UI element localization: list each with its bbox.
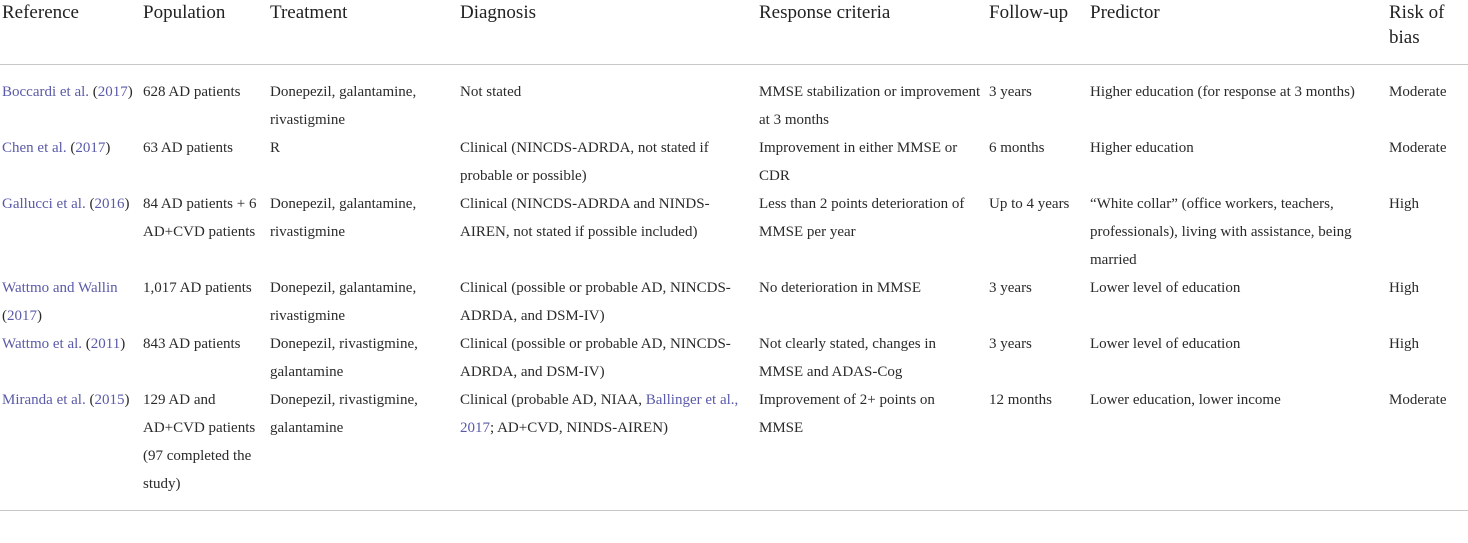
follow-up-cell: 3 years [989, 84, 1032, 100]
table-row [0, 330, 1468, 386]
response-criteria-cell: Improvement in either MMSE or CDR [759, 140, 958, 184]
reference-paren-close: ) [127, 84, 133, 100]
reference-paren-open: ( [66, 140, 76, 156]
reference-cell [0, 190, 139, 274]
reference-paren-close: ) [120, 336, 126, 352]
diagnosis-text-post: ; AD+CVD, NINDS-AIREN) [490, 420, 669, 436]
reference-paren-open: ( [85, 196, 95, 212]
follow-up-cell: Up to 4 years [989, 196, 1070, 212]
col-header-predictor: Predictor [1086, 0, 1385, 65]
table-row [0, 190, 1468, 274]
col-header-population: Population [139, 0, 266, 65]
predictor-cell: Higher education [1090, 140, 1194, 156]
diagnosis-citation-link[interactable]: Ballinger et al., 2017 [460, 392, 739, 436]
reference-year-link[interactable]: 2016 [94, 196, 125, 212]
reference-year-link[interactable]: 2017 [7, 308, 37, 324]
reference-link[interactable]: Wattmo and Wallin [2, 280, 118, 296]
header-row [0, 0, 1468, 65]
table-row [0, 134, 1468, 190]
col-header-risk-of-bias: Risk of bias [1385, 0, 1468, 65]
table-row [0, 65, 1468, 135]
response-criteria-cell: Not clearly stated, changes in MMSE and ADAS-Cog [759, 336, 937, 380]
risk-of-bias-cell: Moderate [1385, 386, 1468, 511]
table-row [0, 386, 1468, 511]
follow-up-cell: 3 years [989, 336, 1032, 352]
treatment-cell: R [270, 140, 281, 156]
diagnosis-cell: Clinical (NINCDS-ADRDA and NINDS-AIREN, not stated if possible included) [460, 196, 710, 240]
col-header-treatment: Treatment [266, 0, 456, 65]
reference-paren-close: ) [37, 308, 42, 324]
predictor-cell: “White collar” (office workers, teachers, professionals), living with assistance, being married [1090, 196, 1352, 268]
diagnosis-text-pre: Clinical (probable AD, NIAA, [460, 392, 646, 408]
reference-paren-open: ( [85, 392, 95, 408]
reference-paren-close: ) [124, 196, 130, 212]
predictor-cell: Higher education (for response at 3 months) [1090, 84, 1355, 100]
diagnosis-cell: Clinical (possible or probable AD, NINCDS-ADRDA, and DSM-IV) [460, 280, 731, 324]
reference-paren-close: ) [105, 140, 111, 156]
reference-link[interactable]: Chen et al. [2, 140, 67, 156]
population-cell: 63 AD patients [143, 140, 233, 156]
reference-paren-open: ( [82, 336, 91, 352]
reference-cell [0, 330, 139, 386]
treatment-cell: Donepezil, rivastigmine, galantamine [266, 386, 456, 511]
risk-of-bias-cell: High [1389, 196, 1419, 212]
response-criteria-cell: MMSE stabilization or improvement at 3 months [759, 84, 981, 128]
reference-cell [0, 65, 139, 135]
treatment-cell: Donepezil, rivastigmine, galantamine [270, 336, 418, 380]
diagnosis-cell: Clinical (NINCDS-ADRDA, not stated if probable or possible) [460, 140, 709, 184]
reference-link[interactable]: Miranda et al. [2, 392, 86, 408]
treatment-cell: Donepezil, galantamine, rivastigmine [270, 280, 417, 324]
col-header-diagnosis: Diagnosis [456, 0, 755, 65]
col-header-reference: Reference [0, 0, 139, 65]
follow-up-cell: 6 months [989, 140, 1045, 156]
population-cell: 843 AD patients [143, 336, 241, 352]
col-header-response-criteria: Response criteria [755, 0, 985, 65]
reference-paren-open: ( [89, 84, 98, 100]
response-criteria-cell: No deterioration in MMSE [759, 280, 922, 296]
reference-year-link[interactable]: 2015 [94, 392, 125, 408]
treatment-cell: Donepezil, galantamine, rivastigmine [270, 196, 417, 240]
reference-cell [0, 386, 139, 511]
follow-up-cell: 12 months [985, 386, 1086, 511]
reference-link[interactable]: Wattmo et al. [2, 336, 83, 352]
risk-of-bias-cell: High [1389, 280, 1419, 296]
predictor-cell: Lower education, lower income [1086, 386, 1385, 511]
reference-year-link[interactable]: 2017 [97, 84, 128, 100]
predictor-cell: Lower level of education [1090, 280, 1241, 296]
diagnosis-cell: Clinical (possible or probable AD, NINCDS-ADRDA, and DSM-IV) [460, 336, 731, 380]
population-cell: 1,017 AD patients [143, 280, 252, 296]
reference-cell [0, 134, 139, 190]
reference-paren-open: ( [2, 308, 7, 324]
diagnosis-cell [456, 386, 755, 511]
diagnosis-cell: Not stated [460, 84, 522, 100]
follow-up-cell: 3 years [989, 280, 1032, 296]
col-header-follow-up: Follow-up [985, 0, 1086, 65]
population-cell: 84 AD patients + 6 AD+CVD patients [143, 196, 257, 240]
risk-of-bias-cell: High [1389, 336, 1419, 352]
response-criteria-cell: Less than 2 points deterioration of MMSE per year [759, 196, 965, 240]
table-row [0, 274, 1468, 330]
population-cell: 129 AD and AD+CVD patients (97 completed the study) [139, 386, 266, 511]
reference-year-link[interactable]: 2011 [90, 336, 121, 352]
reference-link[interactable]: Gallucci et al. [2, 196, 86, 212]
reference-link[interactable]: Boccardi et al. [2, 84, 90, 100]
risk-of-bias-cell: Moderate [1389, 84, 1447, 100]
treatment-cell: Donepezil, galantamine, rivastigmine [270, 84, 417, 128]
population-cell: 628 AD patients [143, 84, 241, 100]
response-criteria-cell: Improvement of 2+ points on MMSE [755, 386, 985, 511]
reference-paren-close: ) [124, 392, 130, 408]
risk-of-bias-cell: Moderate [1389, 140, 1447, 156]
reference-cell [0, 274, 139, 330]
reference-year-link[interactable]: 2017 [75, 140, 106, 156]
predictor-cell: Lower level of education [1090, 336, 1241, 352]
